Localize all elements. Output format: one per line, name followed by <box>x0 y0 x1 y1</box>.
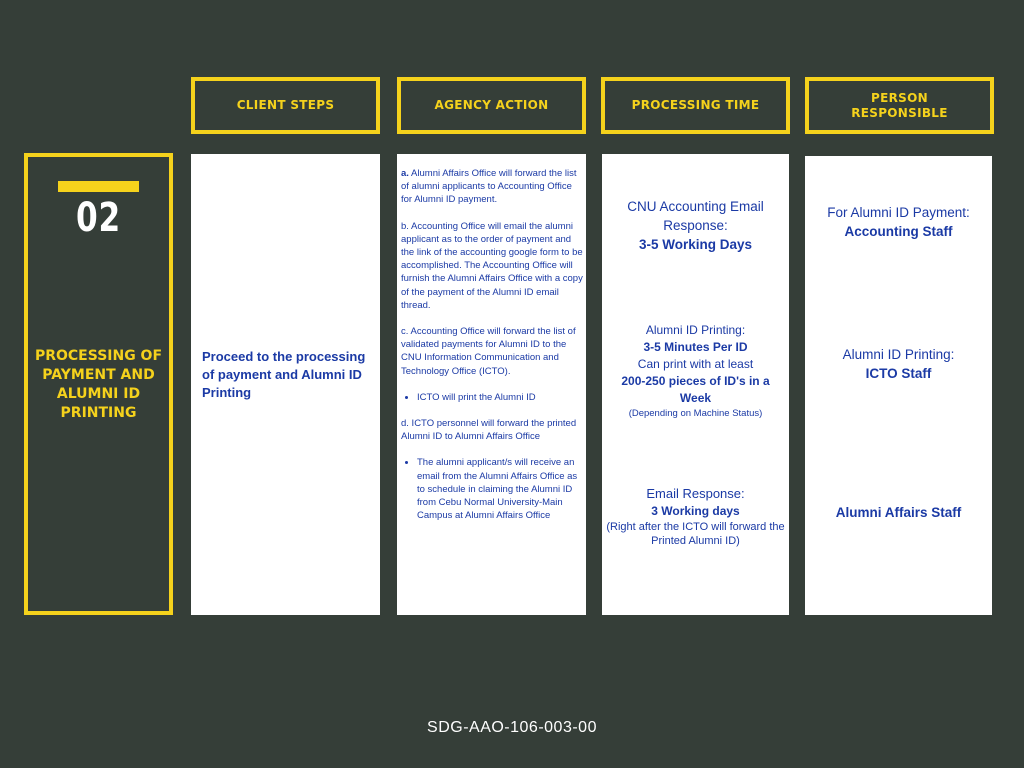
step-number: 02 <box>76 195 121 241</box>
person-claiming-value: Alumni Affairs Staff <box>835 505 962 520</box>
header-client-steps <box>191 77 380 134</box>
processing-printing-capacity: 200-250 pieces of ID's in a Week <box>621 374 770 405</box>
agency-step-d: d. ICTO personnel will forward the printed Alumni ID to Alumni Affairs Office <box>401 418 577 443</box>
agency-step-d-bullet: • The alumni applicant/s will receive an email from the Alumni Affairs Office as to schedule in claiming the Alumni ID from Cebu Normal University-Main Campus at Alumni Affairs Office <box>417 456 583 522</box>
header-person-line1: PERSON <box>871 90 928 105</box>
processing-printing-value: 3-5 Minutes Per ID <box>643 340 748 354</box>
agency-step-c-list <box>401 391 583 404</box>
step-accent-bar <box>58 181 139 192</box>
processing-email-block <box>602 484 789 548</box>
agency-step-d-list <box>401 456 583 522</box>
person-printing-label: Alumni ID Printing: <box>842 347 955 362</box>
person-payment-block <box>805 203 992 241</box>
person-printing-block <box>805 345 992 383</box>
header-agency-action <box>397 77 586 134</box>
agency-step-b: b. Accounting Office will email the alumni applicant as to the order of payment and the link of the accounting google form to be accomplished. The Accounting Office will furnish the Alumni Affairs Office with a copy of the payment of the Alumni ID email thread. <box>401 220 583 311</box>
document-code: SDG-AAO-106-003-00 <box>427 719 597 736</box>
processing-accounting-line1: CNU Accounting Email <box>627 199 764 214</box>
client-step-text: Proceed to the processing of payment and Alumni ID Printing <box>202 349 366 400</box>
header-person-line2: RESPONSIBLE <box>851 105 948 120</box>
processing-email-note: (Right after the ICTO will forward the Printed Alumni ID) <box>606 521 785 547</box>
header-processing-time-label: PROCESSING TIME <box>631 98 760 112</box>
person-printing-value: ICTO Staff <box>865 366 932 381</box>
processing-accounting-value: 3-5 Working Days <box>638 237 753 252</box>
header-processing-time <box>601 77 790 134</box>
agency-step-c: c. Accounting Office will forward the list of validated payments for Alumni ID to the CNU Information Communication and Technology Office (ICTO). <box>401 326 576 377</box>
agency-action-column <box>397 154 586 615</box>
processing-printing-label: Alumni ID Printing: <box>645 323 746 337</box>
person-payment-value: Accounting Staff <box>844 224 953 239</box>
person-claiming-block <box>805 503 992 522</box>
agency-step-a-text: Alumni Affairs Office will forward the list of alumni applicants to Accounting Office for Alumni ID payment. <box>401 168 577 206</box>
agency-step-a-label: a. <box>401 168 409 179</box>
processing-time-column <box>602 154 789 615</box>
person-payment-label: For Alumni ID Payment: <box>827 205 970 220</box>
agency-step-a <box>401 167 583 207</box>
processing-email-label: Email Response: <box>646 486 745 501</box>
person-responsible-column <box>805 156 992 615</box>
processing-email-value: 3 Working days <box>651 504 740 518</box>
header-client-steps-label: CLIENT STEPS <box>236 98 335 112</box>
processing-printing-note: Can print with at least <box>637 357 754 371</box>
step-box <box>24 153 173 615</box>
processing-accounting-block <box>602 197 789 254</box>
processing-printing-block <box>602 322 789 420</box>
header-person-responsible <box>805 77 994 134</box>
header-agency-action-label: AGENCY ACTION <box>434 98 549 112</box>
step-title: PROCESSING OF PAYMENT AND ALUMNI ID PRINTING <box>34 348 163 421</box>
processing-printing-condition: (Depending on Machine Status) <box>628 408 763 419</box>
header-person-responsible-label <box>851 91 948 121</box>
agency-step-c-bullet: • ICTO will print the Alumni ID <box>417 391 583 404</box>
processing-accounting-line2: Response: <box>663 218 728 233</box>
client-steps-column <box>191 154 380 615</box>
